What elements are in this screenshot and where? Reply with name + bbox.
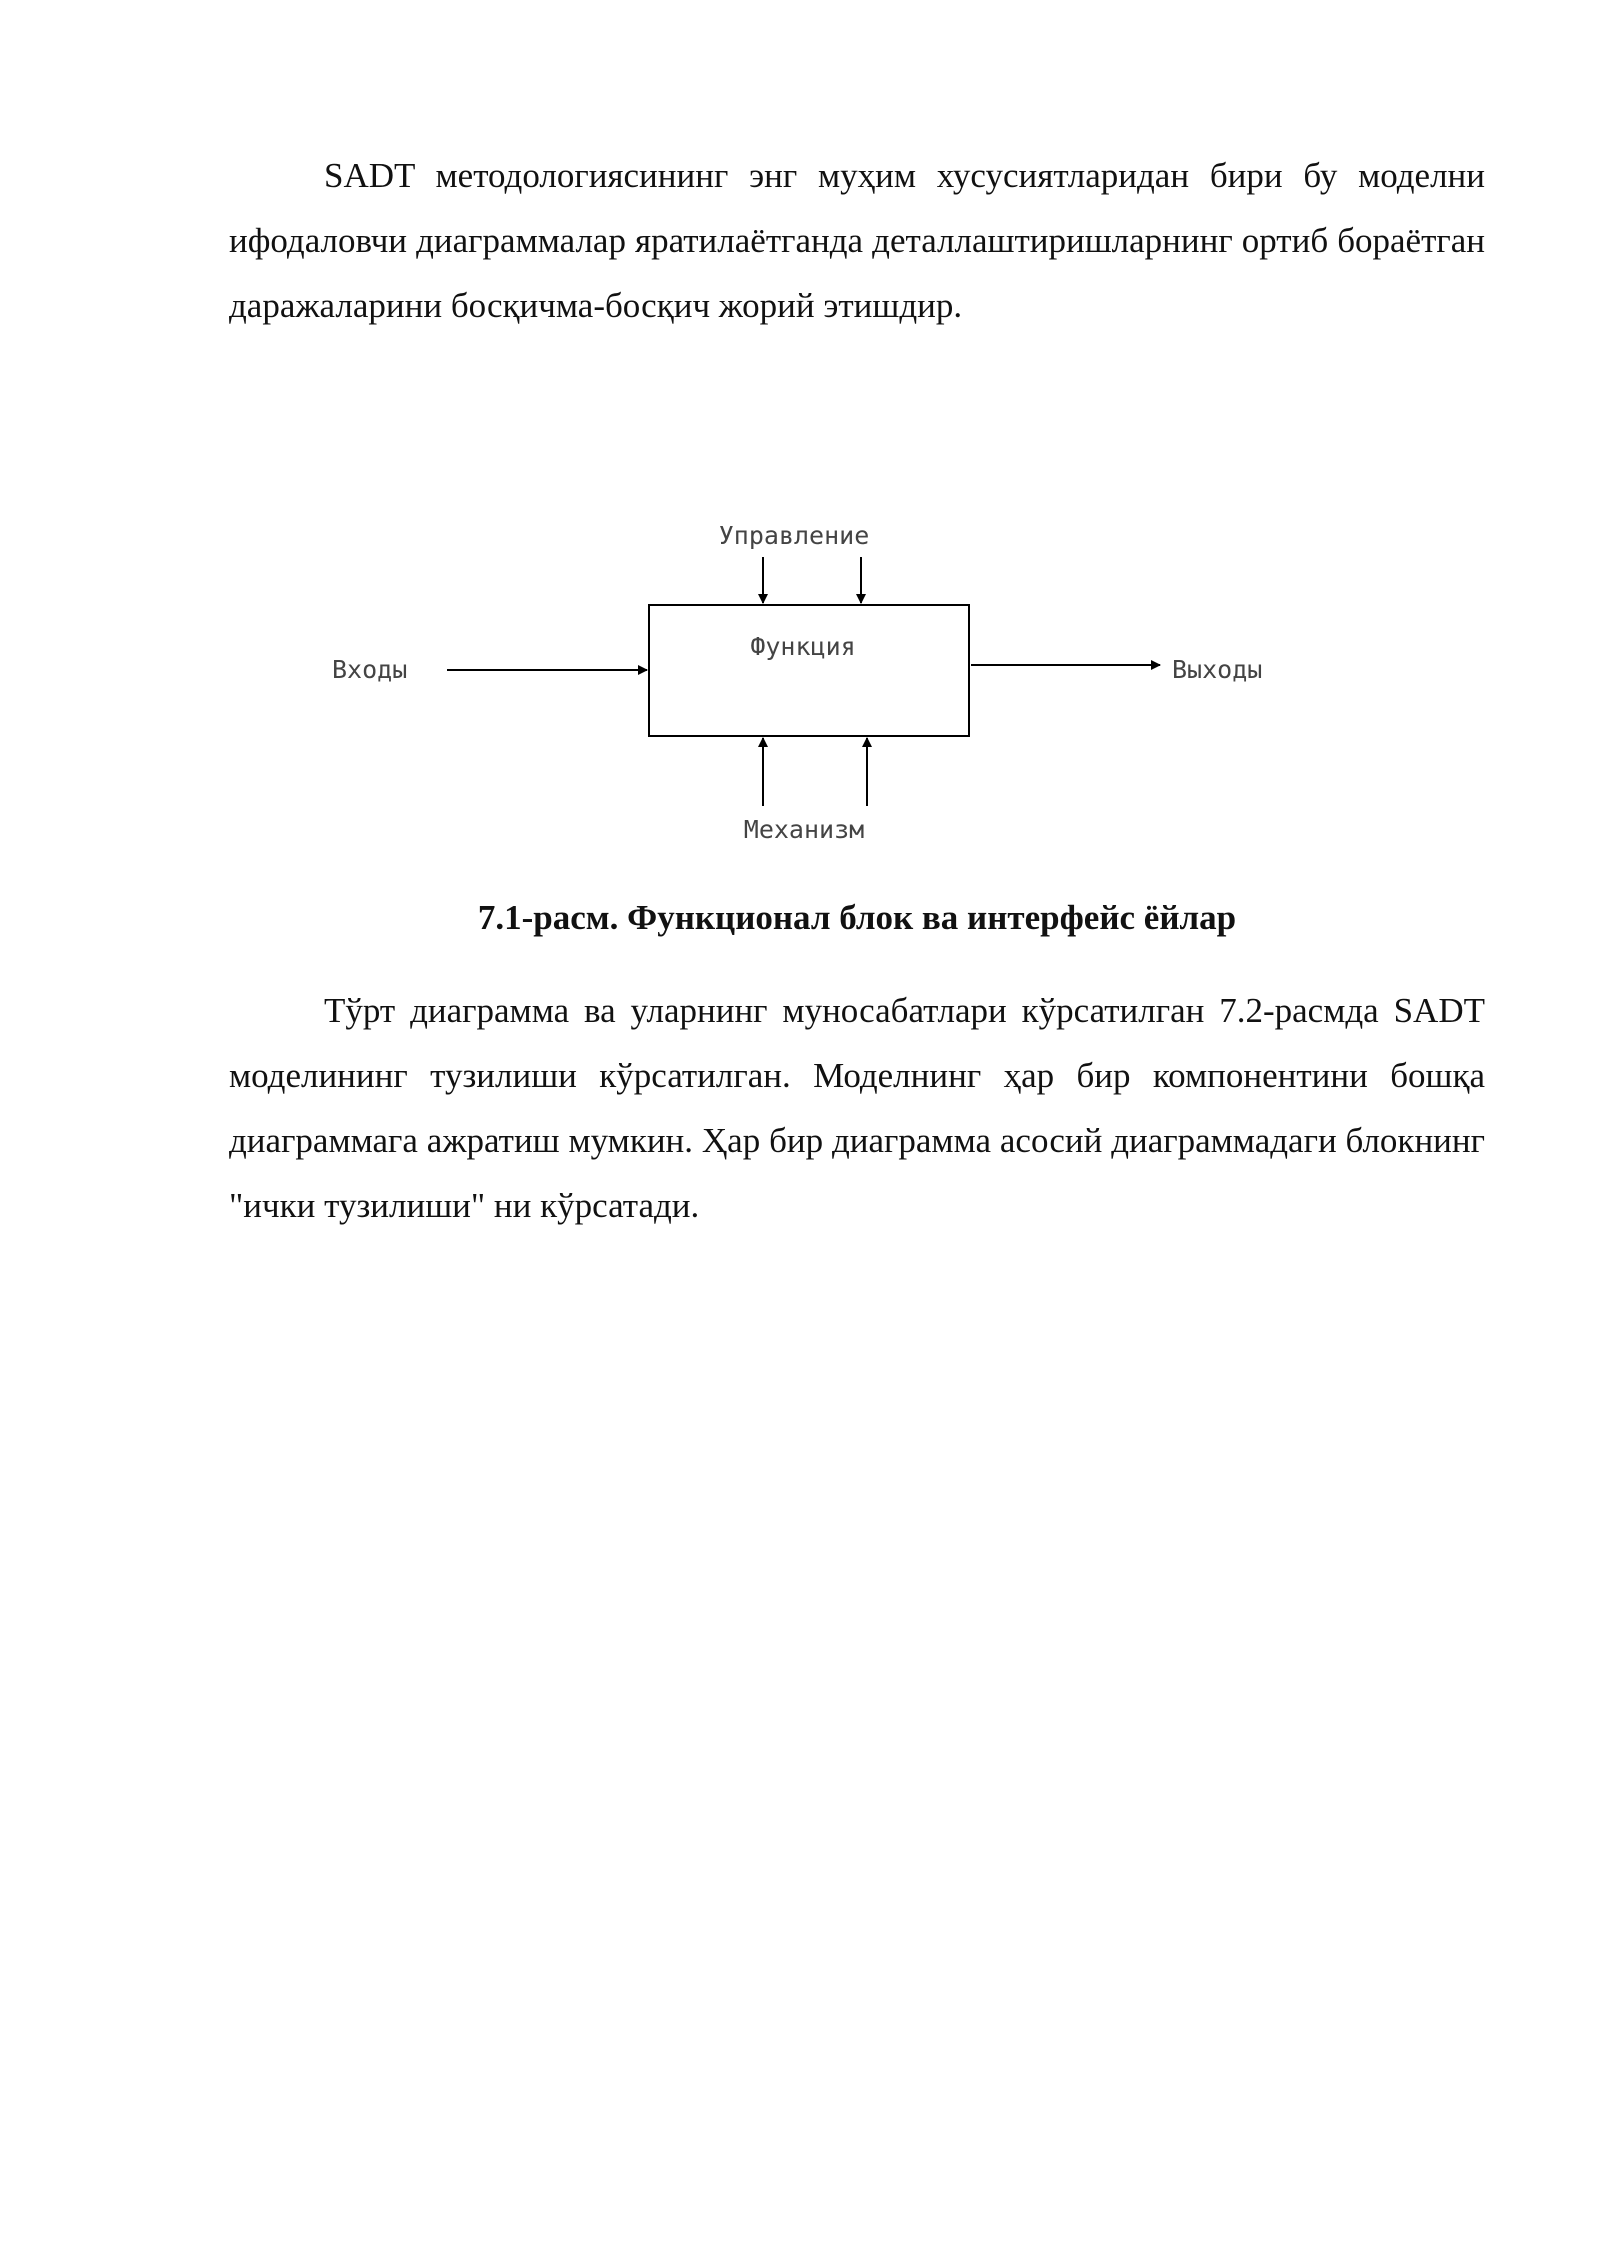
function-box <box>649 605 969 736</box>
figure-caption: 7.1-расм. Функционал блок ва интерфейс ёйлар <box>477 898 1237 937</box>
sadt-function-block-diagram <box>300 500 1300 860</box>
body-paragraph-2: Тўрт диаграмма ва уларнинг муносабатлари кўрсатилган 7.2-расмда SADT моделининг тузилиши кўрсатилган. Моделнинг ҳар бир компонентини бошқа диаграммага ажратиш мумкин. Ҳар бир диаграмма асосий диаграммадаги блокнинг "ички тузилиши" ни кўрсатади. <box>229 991 1485 1225</box>
inputs-label: Входы <box>332 655 408 684</box>
body-paragraph-1: SADT методологиясининг энг муҳим хусусиятларидан бири бу моделни ифодаловчи диаграммалар яратилаётганда деталлаштиришларнинг ортиб бораётган даражаларини босқичма-босқич жорий этишдир. <box>229 156 1485 325</box>
mechanism-label: Механизм <box>743 815 865 844</box>
control-label: Управление <box>718 521 870 550</box>
outputs-label: Выходы <box>1172 655 1263 684</box>
diagram-canvas <box>300 500 1300 860</box>
function-label: Функция <box>750 632 856 661</box>
